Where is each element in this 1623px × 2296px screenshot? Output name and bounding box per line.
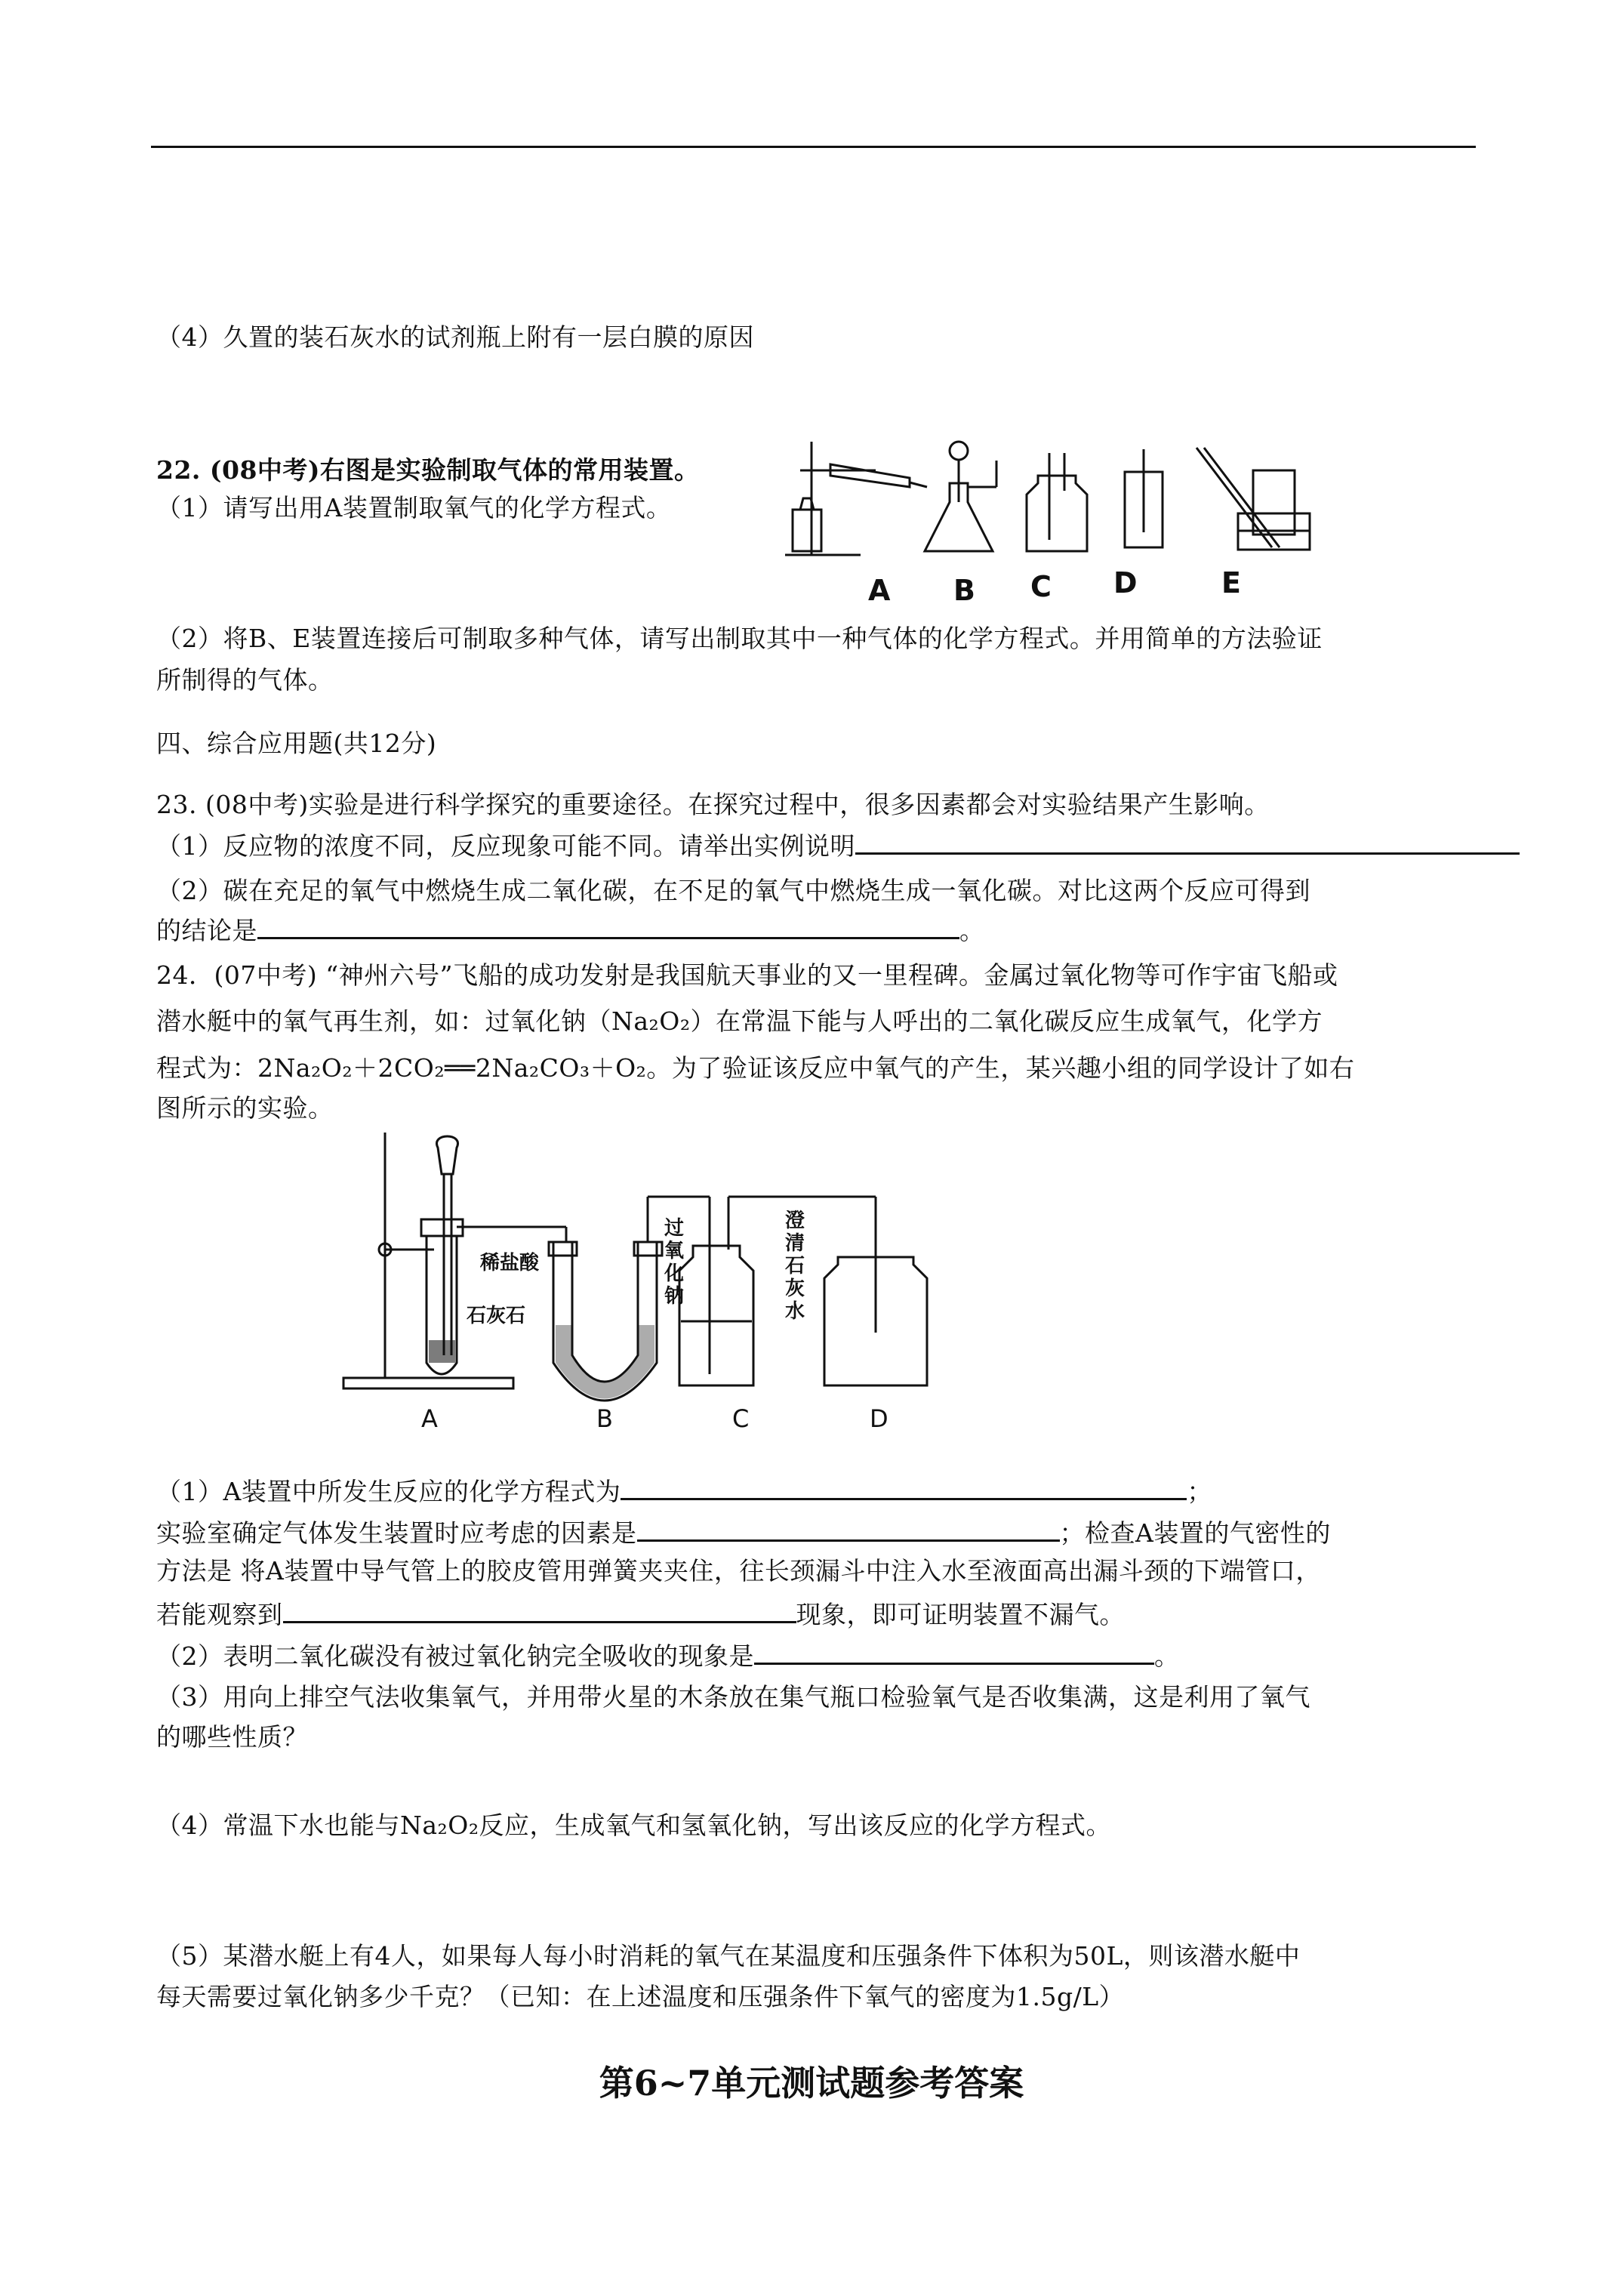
- label-peroxide-4: 钠: [664, 1285, 685, 1308]
- label-limewater-1: 澄: [785, 1210, 805, 1232]
- q22-part1: （1）请写出用A装置制取氧气的化学方程式。: [156, 493, 672, 522]
- label-peroxide-3: 化: [664, 1262, 685, 1285]
- q22-part2-line2: 所制得的气体。: [156, 665, 334, 695]
- q22-figure-label-e: E: [1221, 566, 1241, 599]
- q24-part3-line2: 的哪些性质？: [156, 1722, 308, 1752]
- q24-factors-answer-blank[interactable]: [637, 1514, 1060, 1542]
- q24-figure-label-b: B: [596, 1404, 613, 1433]
- q24-stem-line2: 潜水艇中的氧气再生剂，如：过氧化钠（Na₂O₂）在常温下能与人呼出的二氧化碳反应生成氧气，化学方: [156, 1006, 1323, 1036]
- q23-part2-answer-blank[interactable]: [257, 911, 959, 939]
- q24-part1-end: ；: [1187, 1477, 1212, 1506]
- q24-factors-end: ；检查A装置的气密性的: [1059, 1518, 1331, 1548]
- q24-observe-text: 若能观察到: [156, 1600, 283, 1629]
- q24-factors-text: 实验室确定气体发生装置时应考虑的因素是: [156, 1518, 637, 1548]
- q23-part2-end: 。: [959, 916, 985, 945]
- q24-part2: [156, 1637, 1180, 1674]
- label-limewater-2: 清: [785, 1232, 805, 1255]
- q22-apparatus-figure: [770, 434, 1313, 604]
- q22-figure-label-a: A: [868, 574, 891, 604]
- q23-part2-line2: [156, 911, 985, 948]
- q22-stem: 22. (08中考)右图是实验制取气体的常用装置。: [156, 455, 700, 485]
- label-limewater-4: 灰: [785, 1277, 805, 1300]
- q23-part1-answer-blank[interactable]: [855, 827, 1520, 855]
- q24-part2-answer-blank[interactable]: [754, 1637, 1154, 1665]
- q24-apparatus-figure: [332, 1129, 951, 1438]
- q23-part2-text: 的结论是: [156, 916, 257, 945]
- label-peroxide-2: 氧: [664, 1240, 685, 1262]
- q24-stem-line1: 24．(07中考) “神州六号”飞船的成功发射是我国航天事业的又一里程碑。金属过氧化物等可作宇宙飞船或: [156, 960, 1338, 990]
- label-peroxide-1: 过: [664, 1217, 685, 1240]
- q24-part1-line2: [156, 1514, 1331, 1551]
- label-limewater-3: 石: [785, 1255, 805, 1277]
- q24-part5-line1: （5）某潜水艇上有4人，如果每人每小时消耗的氧气在某温度和压强条件下体积为50L，则该潜水艇中: [156, 1941, 1301, 1971]
- q24-part2-text: （2）表明二氧化碳没有被过氧化钠完全吸收的现象是: [156, 1641, 754, 1671]
- q23-part2-line1: （2）碳在充足的氧气中燃烧生成二氧化碳，在不足的氧气中燃烧生成一氧化碳。对比这两个反应可得到: [156, 876, 1310, 905]
- q23-part1: [156, 827, 1520, 864]
- label-limewater-5: 水: [785, 1300, 805, 1323]
- q21-part4: （4）久置的装石灰水的试剂瓶上附有一层白膜的原因: [156, 322, 754, 352]
- q24-part1-line3: 方法是 将A装置中导气管上的胶皮管用弹簧夹夹住，往长颈漏斗中注入水至液面高出漏斗颈的下端管口，: [156, 1556, 1321, 1586]
- q24-part4: （4）常温下水也能与Na₂O₂反应，生成氧气和氢氧化钠，写出该反应的化学方程式。: [156, 1811, 1112, 1840]
- q24-part5-line2: 每天需要过氧化钠多少千克？（已知：在上述温度和压强条件下氧气的密度为1.5g/L）: [156, 1982, 1125, 2011]
- q24-stem-line3: 程式为：2Na₂O₂＋2CO₂══2Na₂CO₃＋O₂。为了验证该反应中氧气的产生，某兴趣小组的同学设计了如右: [156, 1053, 1355, 1083]
- q24-figure-label-c: C: [732, 1404, 750, 1433]
- q24-part1-answer-blank[interactable]: [621, 1472, 1187, 1500]
- q24-stem-line4: 图所示的实验。: [156, 1093, 334, 1123]
- q24-part1-line1: [156, 1472, 1212, 1509]
- q22-figure-label-b: B: [953, 574, 975, 604]
- q24-observe-end: 现象，即可证明装置不漏气。: [796, 1600, 1125, 1629]
- q24-observe-answer-blank[interactable]: [283, 1595, 796, 1623]
- answers-section-title: 第6~7单元测试题参考答案: [599, 2063, 1024, 2103]
- header-rule: [151, 146, 1476, 148]
- q24-part2-end: 。: [1154, 1641, 1180, 1671]
- q22-figure-label-c: C: [1030, 570, 1052, 603]
- q24-part1-line4: [156, 1595, 1125, 1632]
- q22-figure-label-d: D: [1113, 566, 1138, 599]
- section4-heading: 四、综合应用题(共12分): [156, 729, 437, 758]
- q24-part1-text: （1）A装置中所发生反应的化学方程式为: [156, 1477, 621, 1506]
- q24-part3-line1: （3）用向上排空气法收集氧气，并用带火星的木条放在集气瓶口检验氧气是否收集满，这是利用了氧气: [156, 1682, 1310, 1712]
- label-limestone: 石灰石: [467, 1305, 526, 1327]
- q23-part1-text: （1）反应物的浓度不同，反应现象可能不同。请举出实例说明: [156, 831, 855, 861]
- q22-part2-line1: （2）将B、E装置连接后可制取多种气体，请写出制取其中一种气体的化学方程式。并用简单的方法验证: [156, 624, 1323, 653]
- q24-figure-label-a: A: [421, 1404, 438, 1433]
- q23-stem: 23. (08中考)实验是进行科学探究的重要途径。在探究过程中，很多因素都会对实验结果产生影响。: [156, 790, 1270, 819]
- q24-figure-label-d: D: [870, 1404, 888, 1433]
- label-dilute-hcl: 稀盐酸: [480, 1252, 540, 1274]
